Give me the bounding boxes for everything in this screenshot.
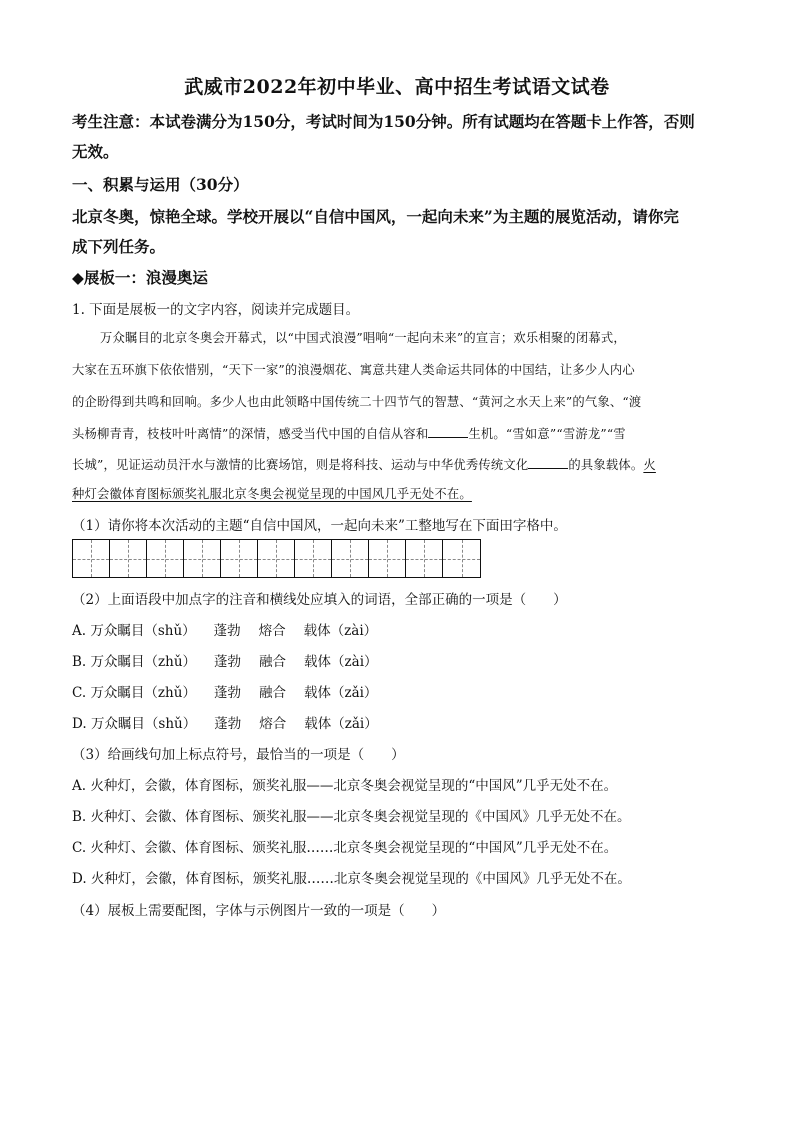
grid-cell[interactable] — [406, 540, 443, 577]
grid-cell[interactable] — [73, 540, 110, 577]
passage-line-5-a: 长城”，见证运动员汗水与激情的比赛场馆，则是将科技、运动与中华优秀传统文化 — [72, 458, 529, 472]
q2-option-a: A. 万众瞩目（shǔ） 蓬勃 熔合 载体（zài） — [72, 623, 378, 639]
passage-line-4 — [72, 424, 626, 442]
q3-option-c: C. 火种灯、会徽、体育图标、颁奖礼服……北京冬奥会视觉呈现的“中国风”几乎无处不在。 — [72, 840, 618, 856]
grid-cell[interactable] — [147, 540, 184, 577]
intro-line-1: 北京冬奥，惊艳全球。学校开展以“自信中国风，一起向未来”为主题的展览活动，请你完 — [72, 207, 679, 226]
question-1-prompt: 1. 下面是展板一的文字内容，阅读并完成题目。 — [72, 302, 360, 318]
exam-title: 武威市2022年初中毕业、高中招生考试语文试卷 — [184, 76, 610, 98]
q3-option-d: D. 火种灯，会徽，体育图标，颁奖礼服……北京冬奥会视觉呈现的《中国风》几乎无处不在。 — [72, 871, 631, 887]
grid-cell[interactable] — [221, 540, 258, 577]
sub-question-3: （3）给画线句加上标点符号，最恰当的一项是（ ） — [72, 747, 405, 763]
q2-option-c: C. 万众瞩目（zhǔ） 蓬勃 融合 载体（zǎi） — [72, 685, 378, 701]
passage-line-1: 万众瞩目的北京冬奥会开幕式，以“中国式浪漫”唱响“一起向未来”的宣言；欢乐相聚的闭幕式， — [100, 331, 626, 345]
grid-cell[interactable] — [443, 540, 480, 577]
sub-question-1: （1）请你将本次活动的主题“自信中国风，一起向未来”工整地写在下面田字格中。 — [72, 518, 567, 534]
q2-option-d: D. 万众瞩目（shǔ） 蓬勃 熔合 载体（zǎi） — [72, 716, 378, 732]
grid-cell[interactable] — [332, 540, 369, 577]
notice-line-2: 无效。 — [72, 142, 119, 161]
fill-blank-1 — [428, 425, 468, 438]
grid-cell[interactable] — [295, 540, 332, 577]
section-heading: 一、积累与运用（30分） — [72, 175, 249, 194]
q3-option-a: A. 火种灯，会徽，体育图标，颁奖礼服——北京冬奥会视觉呈现的“中国风”几乎无处不在。 — [72, 778, 618, 794]
passage-line-5-b: 的具象载体。 — [568, 458, 644, 472]
passage-line-5 — [72, 455, 656, 473]
sub-question-2: （2）上面语段中加点字的注音和横线处应填入的词语，全部正确的一项是（ ） — [72, 592, 567, 608]
passage-line-4-b: 生机。“雪如意”“雪游龙”“雪 — [468, 427, 626, 441]
intro-line-2: 成下列任务。 — [72, 237, 166, 256]
q3-option-b: B. 火种灯、会徽、体育图标、颁奖礼服——北京冬奥会视觉呈现的《中国风》几乎无处不在。 — [72, 809, 631, 825]
grid-cell[interactable] — [258, 540, 295, 577]
grid-cell[interactable] — [110, 540, 147, 577]
tianzige-grid[interactable] — [72, 539, 481, 578]
passage-line-2: 大家在五环旗下依依惜别，“天下一家”的浪漫烟花、寓意共建人类命运共同体的中国结，让多少人内心 — [72, 363, 635, 377]
passage-line-6-underlined: 种灯会徽体育图标颁奖礼服北京冬奥会视觉呈现的中国风几乎无处不在。 — [72, 487, 472, 501]
grid-cell[interactable] — [369, 540, 406, 577]
grid-cell[interactable] — [184, 540, 221, 577]
fill-blank-2 — [528, 456, 568, 469]
passage-line-5-c: 火 — [643, 458, 656, 472]
board-heading: ◆展板一：浪漫奥运 — [72, 268, 208, 287]
passage-line-3: 的企盼得到共鸣和回响。多少人也由此领略中国传统二十四节气的智慧、“黄河之水天上来”的气象、“渡 — [72, 395, 642, 409]
passage-line-4-a: 头杨柳青青，枝枝叶叶离情”的深情，感受当代中国的自信从容和 — [72, 427, 429, 441]
notice-line-1: 考生注意：本试卷满分为150分，考试时间为150分钟。所有试题均在答题卡上作答，否则 — [72, 112, 695, 131]
sub-question-4: （4）展板上需要配图，字体与示例图片一致的一项是（ ） — [72, 903, 446, 919]
q2-option-b: B. 万众瞩目（zhǔ） 蓬勃 融合 载体（zài） — [72, 654, 378, 670]
